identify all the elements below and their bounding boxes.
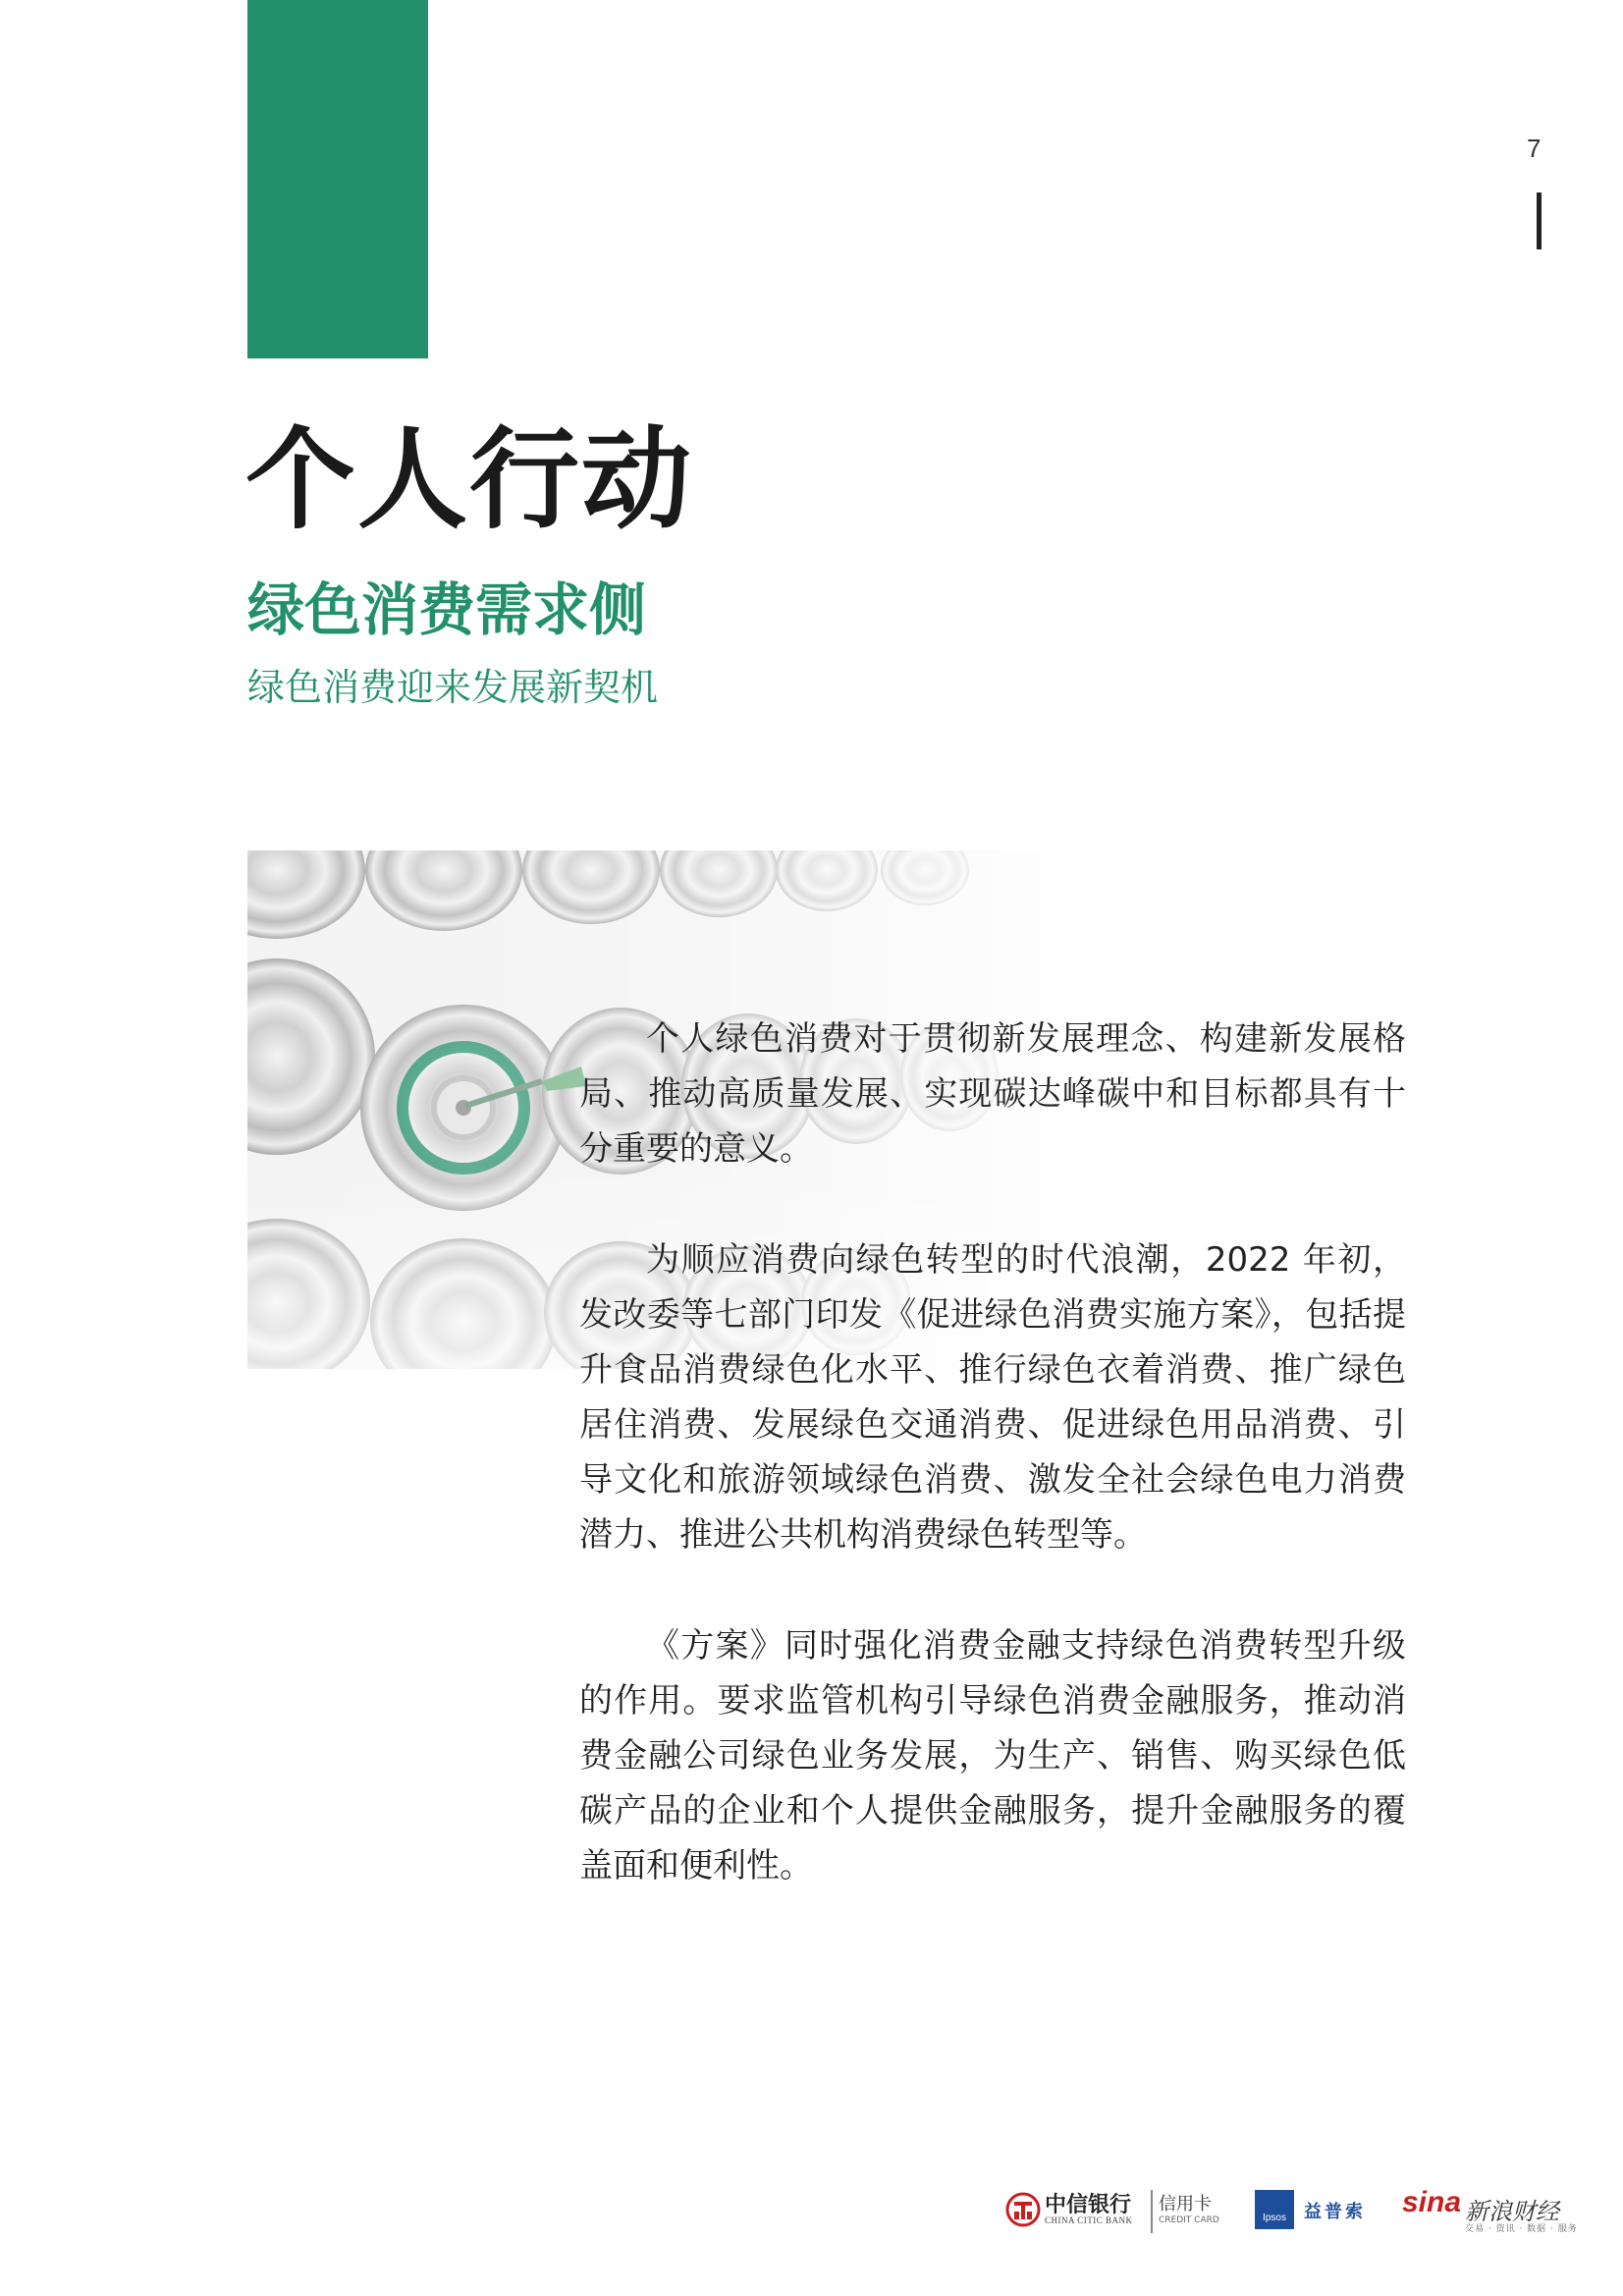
section-subtitle: 绿色消费需求侧 [247, 576, 647, 643]
body-text [579, 1011, 1406, 1949]
sponsor-logos [992, 2186, 1581, 2245]
ipsos-name: 益普索 [1304, 2202, 1366, 2222]
decorative-green-block [247, 0, 428, 358]
page-title: 个人行动 [245, 416, 693, 544]
logo-divider [1151, 2190, 1153, 2233]
page-number-rule [1537, 192, 1542, 249]
page-number: 7 [1527, 134, 1542, 163]
citic-bank-name: 中信银行 [1045, 2193, 1132, 2217]
sina-logo-icon: sina [1402, 2186, 1462, 2218]
sina-finance-name: 新浪财经 [1465, 2198, 1559, 2225]
citic-logo-icon [1005, 2192, 1041, 2231]
citic-bank-name-en: CHINA CITIC BANK [1045, 2215, 1133, 2225]
paragraph: 为顺应消费向绿色转型的时代浪潮，2022 年初，发改委等七部门印发《促进绿色消费实施方案》，包括提升食品消费绿色化水平、推行绿色衣着消费、推广绿色居住消费、发展绿色交通消费、促进绿色用品消费、引导文化和旅游领域绿色消费、激发全社会绿色电力消费潜力、推进公共机构消费绿色转型等。 [579, 1240, 1406, 1555]
ipsos-logo-icon: Ipsos [1255, 2190, 1294, 2229]
section-tagline: 绿色消费迎来发展新契机 [247, 666, 659, 709]
paragraph: 《方案》同时强化消费金融支持绿色消费转型升级的作用。要求监管机构引导绿色消费金融服务，推动消费金融公司绿色业务发展，为生产、销售、购买绿色低碳产品的企业和个人提供金融服务，提升金融服务的覆盖面和便利性。 [579, 1626, 1406, 1886]
sina-finance-tagline: 交易 · 资讯 · 数据 · 服务 [1465, 2224, 1578, 2234]
credit-card-label: 信用卡 [1159, 2194, 1212, 2214]
credit-card-label-en: CREDIT CARD [1159, 2215, 1219, 2225]
paragraph: 个人绿色消费对于贯彻新发展理念、构建新发展格局、推动高质量发展、实现碳达峰碳中和目标都具有十分重要的意义。 [579, 1019, 1406, 1169]
